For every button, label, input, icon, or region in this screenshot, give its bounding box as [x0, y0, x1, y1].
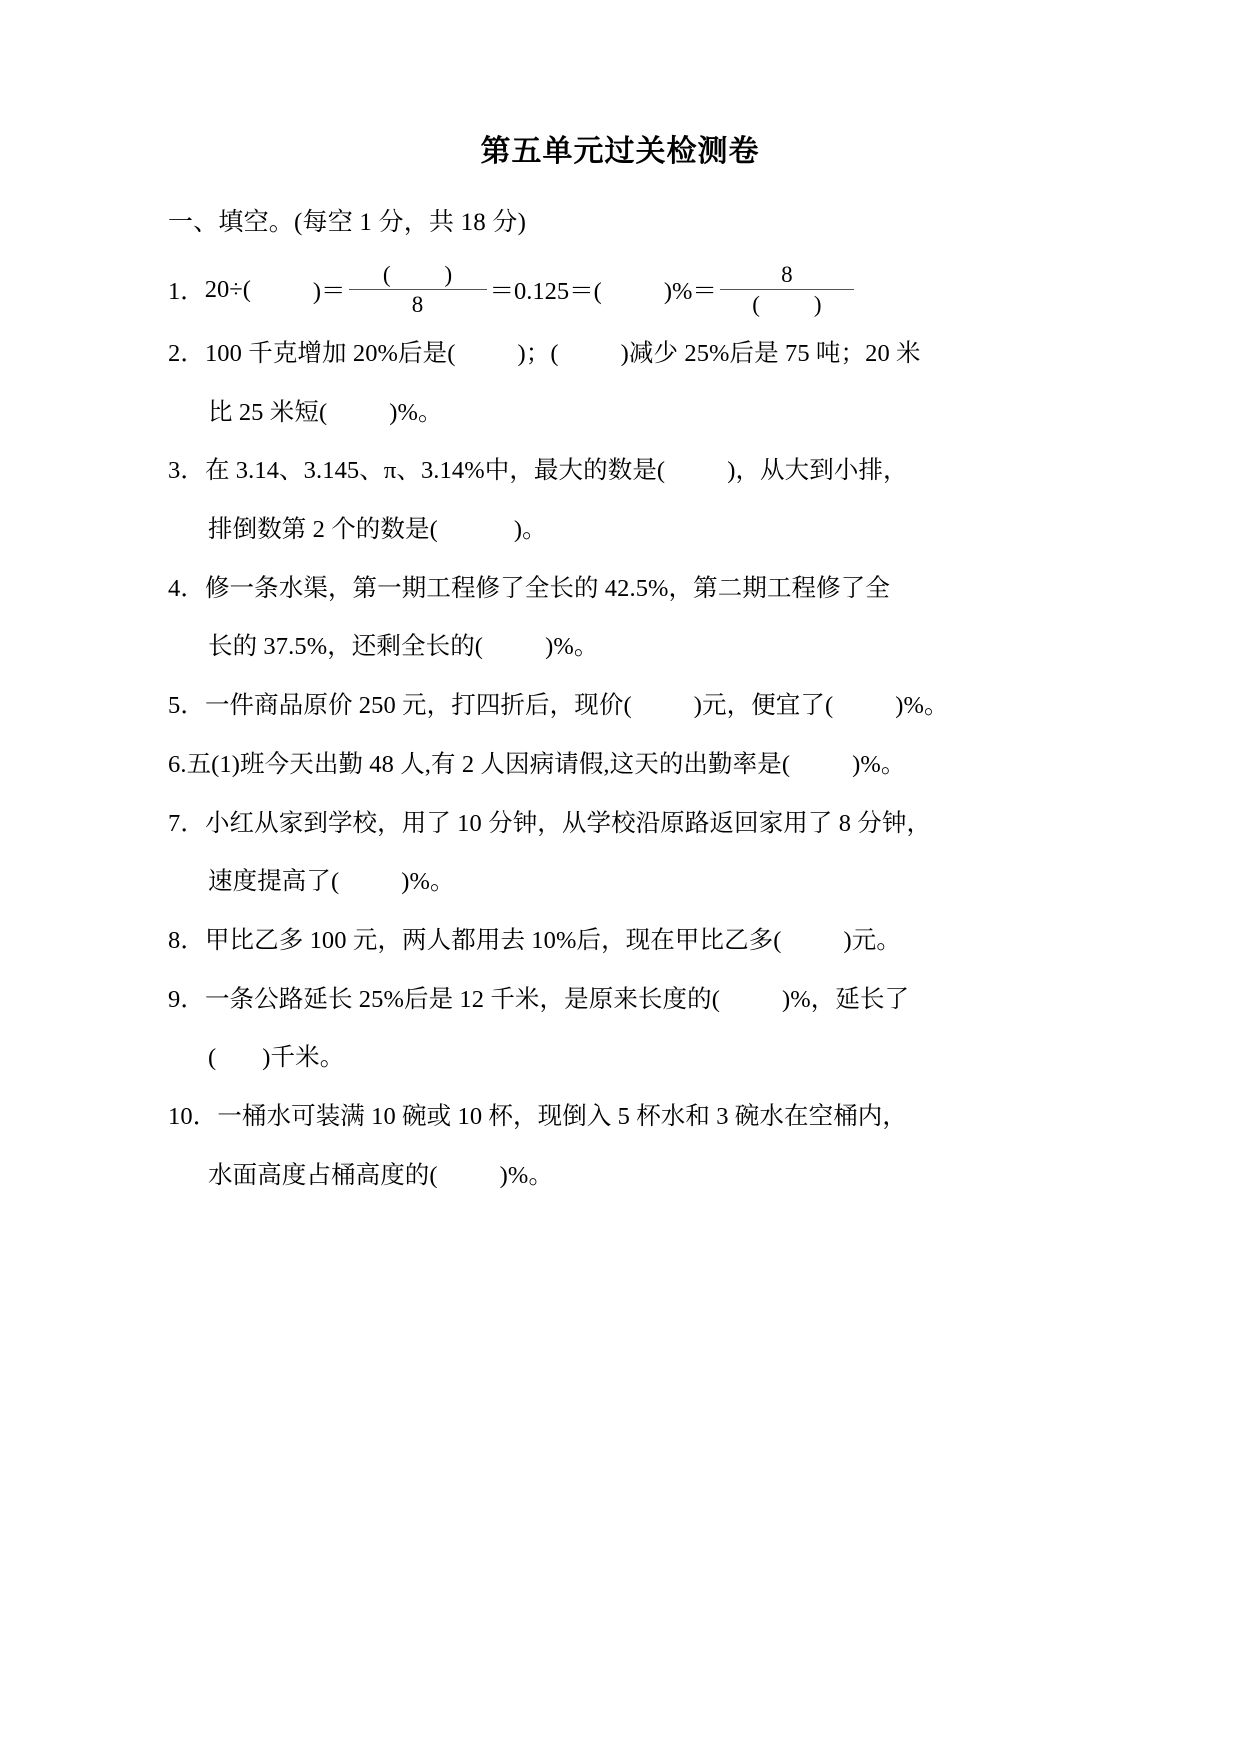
question-1-mid-close: )%＝ — [663, 278, 717, 306]
question-5-text-a: 一件商品原价 250 元，打四折后，现价( — [204, 692, 632, 720]
question-1-number: 1． — [168, 278, 205, 306]
question-1-close-eq: )＝ — [312, 278, 346, 306]
question-2-line-2 — [168, 393, 1112, 433]
section-heading-fill-in-blanks: 一、填空。(每空 1 分，共 18 分) — [168, 209, 527, 236]
question-2-text-c: )减少 25%后是 75 吨；20 米 — [620, 340, 921, 367]
question-7-text-a: 小红从家到学校，用了 10 分钟，从学校沿原路返回家用了 8 分钟， — [204, 809, 932, 837]
question-4-text-a: 修一条水渠，第一期工程修了全长的 42.5%，第二期工程修了全 — [204, 574, 890, 602]
fraction-1-denominator: 8 — [411, 292, 424, 318]
fraction-1-numerator-close: ) — [444, 261, 453, 287]
question-3-number: 3． — [168, 457, 205, 485]
question-9 — [168, 980, 1112, 1020]
question-9-text-b: )%，延长了 — [782, 985, 910, 1013]
question-1 — [168, 262, 1112, 319]
question-5-text-b: )元，便宜了( — [693, 692, 834, 720]
question-3-text-d: )。 — [513, 516, 547, 544]
fraction-2-numerator: 8 — [781, 261, 793, 287]
question-10-number: 10． — [168, 1102, 218, 1130]
fraction-2 — [720, 262, 854, 319]
question-9-line-2 — [168, 1038, 1112, 1078]
fraction-2-denominator-close: ) — [813, 292, 822, 318]
question-8-text-b: )元。 — [843, 926, 902, 954]
question-8 — [168, 921, 1112, 961]
question-5 — [168, 686, 1112, 726]
fraction-1 — [349, 262, 487, 319]
question-4-number: 4． — [168, 574, 205, 602]
question-6-text-b: )%。 — [852, 750, 906, 778]
question-5-text-c: )%。 — [895, 692, 949, 720]
question-8-text-a: 甲比乙多 100 元，两人都用去 10%后，现在甲比乙多( — [204, 926, 782, 954]
question-4 — [168, 569, 1112, 609]
fraction-2-denominator — [720, 290, 854, 318]
question-1-mid: ＝0.125＝( — [489, 278, 602, 306]
fraction-2-denominator-open: ( — [752, 292, 760, 318]
page-title: 第五单元过关检测卷 — [480, 135, 760, 168]
question-2 — [168, 334, 1112, 374]
question-8-number: 8． — [168, 926, 205, 954]
question-10-text-b: 水面高度占桶高度的( — [208, 1161, 438, 1189]
question-1-lead: 20÷( — [204, 275, 251, 303]
question-9-text-d: )千米。 — [262, 1044, 345, 1072]
question-9-text-c: ( — [208, 1044, 217, 1072]
question-10-line-2 — [168, 1156, 1112, 1196]
question-7 — [168, 804, 1112, 844]
question-3-line-2 — [168, 510, 1112, 550]
question-4-text-b: 长的 37.5%，还剩全长的( — [208, 633, 484, 661]
question-4-line-2 — [168, 627, 1112, 667]
question-7-text-c: )%。 — [401, 868, 455, 896]
question-2-number: 2． — [168, 340, 205, 367]
question-9-number: 9． — [168, 985, 205, 1013]
question-9-text-a: 一条公路延长 25%后是 12 千米，是原来长度的( — [204, 985, 720, 1013]
question-3-text-b: )，从大到小排， — [727, 457, 908, 485]
question-3-text-c: 排倒数第 2 个的数是( — [208, 516, 438, 544]
question-7-number: 7． — [168, 809, 205, 837]
question-4-text-c: )%。 — [545, 633, 599, 661]
question-6-text-a: 五(1)班今天出勤 48 人,有 2 人因病请假,这天的出勤率是( — [186, 750, 791, 778]
question-3-text-a: 在 3.14、3.145、π、3.14%中，最大的数是( — [204, 457, 666, 485]
exam-body — [0, 170, 1240, 1195]
question-2-text-d: 比 25 米短( — [208, 398, 328, 426]
question-10 — [168, 1097, 1112, 1137]
fraction-1-numerator — [349, 262, 487, 290]
question-2-text-a: 100 千克增加 20%后是( — [204, 340, 456, 367]
question-6 — [168, 745, 1112, 785]
question-10-text-c: )%。 — [499, 1161, 554, 1189]
question-2-text-b: )；( — [517, 340, 559, 367]
question-5-number: 5． — [168, 692, 205, 720]
question-7-line-2 — [168, 862, 1112, 902]
question-2-text-e: )%。 — [389, 398, 443, 426]
question-7-text-b: 速度提高了( — [208, 868, 340, 896]
question-6-number: 6. — [168, 750, 187, 778]
question-10-text-a: 一桶水可装满 10 碗或 10 杯，现倒入 5 杯水和 3 碗水在空桶内， — [217, 1102, 908, 1130]
question-3 — [168, 451, 1112, 491]
fraction-1-numerator-open: ( — [382, 261, 391, 287]
